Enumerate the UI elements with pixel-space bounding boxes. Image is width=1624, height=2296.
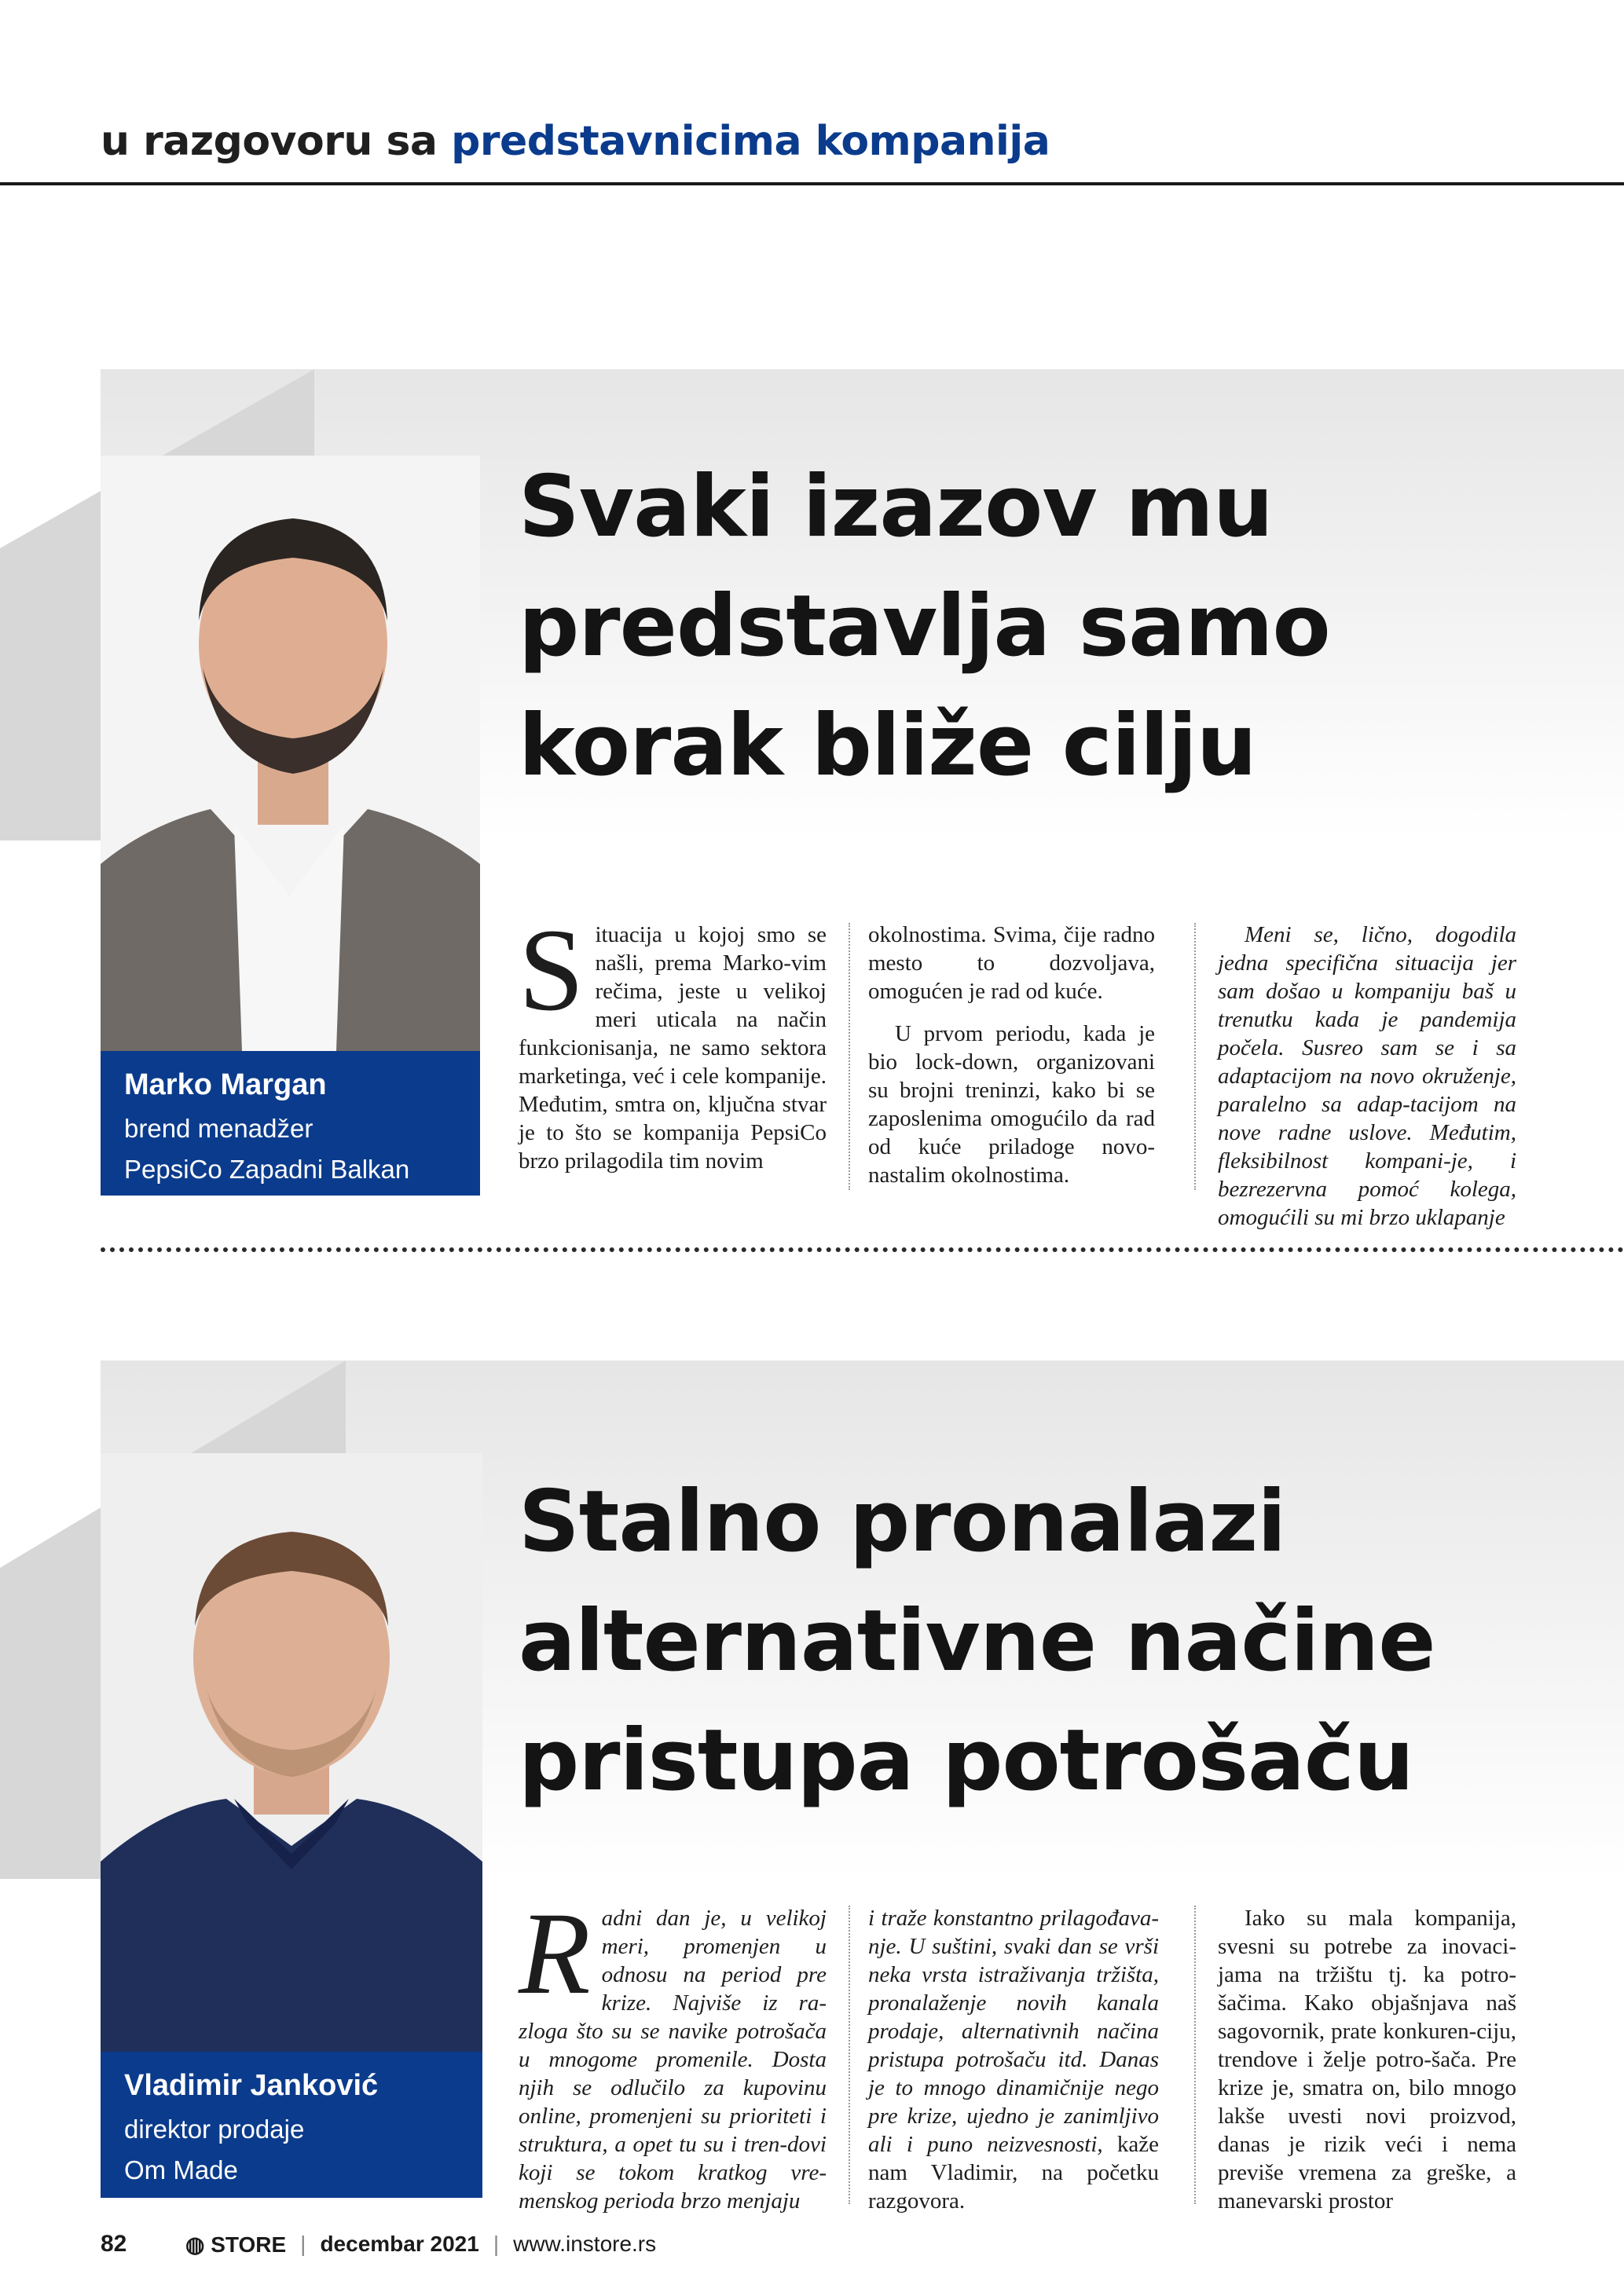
section-header xyxy=(101,118,1050,165)
drop-cap: R xyxy=(519,1888,591,2019)
article-column-2 xyxy=(868,1904,1159,2215)
portrait-marko-margan xyxy=(101,456,480,1051)
person-caption-1 xyxy=(101,1051,480,1196)
article-column-1 xyxy=(519,905,827,1175)
column-text: adni dan je, u velikoj meri, promenjen u odnosu na period pre krize. Najviše iz ra-zloga što su se navike potrošača u mnogome promenile. Dosta njih se odlučilo za kupovinu online, promenjeni su prioriteti i struktura, a opet tu su i tren-dovi koji se tokom kratkog vre-menskog perioda brzo menjaju xyxy=(519,1906,827,2214)
person-company: Om Made xyxy=(124,2155,238,2184)
column-divider xyxy=(1194,1906,1196,2204)
column-text: ituacija u kojoj smo se našli, prema Marko-vim rečima, jeste u velikoj meri uticala na način funkcionisanja, ne samo sektora marketinga, već i cele kompanije. Međutim, smtra on, ključna stvar je to što se kompanija PepsiCo brzo prilagodila tim novim xyxy=(519,922,827,1174)
person-role: direktor prodaje xyxy=(124,2115,305,2144)
column-divider xyxy=(1194,923,1196,1190)
column-divider xyxy=(849,923,850,1190)
column-paragraph: okolnostima. Svima, čije radno mesto to dozvoljava, omogućen je rad od kuće. xyxy=(868,922,1155,1004)
person-name: Vladimir Janković xyxy=(124,2069,379,2102)
headline-line: Svaki izazov mu xyxy=(519,458,1273,556)
header-divider xyxy=(0,182,1624,185)
column-text: Meni se, lično, dogodila jedna specifična situacija jer sam došao u kompaniju baš u trenutku kada je pandemija počela. Susreo sam se i sa adaptacijom na novo okruženje, paralelno sa adap-tacijom na nove radne uslove. Međutim, fleksibilnost kompani-je, i bezrezervna pomoć kolega, omogućili su mi brzo uklapanje xyxy=(1218,922,1516,1230)
issue-date: decembar 2021 xyxy=(320,2232,479,2256)
column-text-plain: kaže nam Vladimir, na početku razgovora. xyxy=(868,2132,1159,2214)
article-column-2 xyxy=(868,921,1155,1189)
article-separator xyxy=(101,1247,1624,1252)
footer-separator: | xyxy=(493,2232,500,2256)
person-role: brend menadžer xyxy=(124,1114,313,1143)
column-text-italic: i traže konstantno prilagođava-nje. U suštini, svaki dan se vrši neka vrsta istraživanja tržišta, pronalaženje novih kanala prodaje, alternativnih načina pristupa potrošaču itd. Danas je to mnogo dinamičnije nego pre krize, ujedno je zanimljivo ali i puno neizvesnosti, xyxy=(868,1906,1159,2157)
article-column-3 xyxy=(1218,1904,1516,2215)
headline-line: alternativne načine xyxy=(519,1592,1435,1690)
headline-line: korak bliže cilju xyxy=(519,697,1256,795)
page-number: 82 xyxy=(101,2231,127,2257)
column-text: Iako su mala kompanija, svesni su potrebe za inovaci-jama na tržištu tj. ka potro-šačima. Kako objašnjava naš sagovornik, prate konkuren-ciju, trendove i želje potro-šača. Pre krize je, smatra on, bilo mnogo lakše uvesti novi proizvod, danas je rizik veći i nema previše vremena za greške, a manevarski prostor xyxy=(1218,1906,1516,2214)
column-paragraph: U prvom periodu, kada je bio lock-down, organizovani su brojni treninzi, kako bi se zaposlenima omogućilo da rad od kuće priladoge novo-nastalim okolnostima. xyxy=(868,1021,1155,1188)
footer-separator: | xyxy=(300,2232,306,2256)
article-headline-2 xyxy=(519,1463,1435,1821)
person-company: PepsiCo Zapadni Balkan xyxy=(124,1155,410,1184)
headline-line: Stalno pronalazi xyxy=(519,1473,1286,1571)
section-header-part2: predstavnicima kompanija xyxy=(451,118,1050,165)
drop-cap: S xyxy=(519,905,585,1035)
article-column-3 xyxy=(1218,921,1516,1232)
article-headline-1 xyxy=(519,448,1330,806)
logo-mark-icon: ◍ xyxy=(185,2232,205,2257)
logo-text: STORE xyxy=(211,2232,287,2257)
article-column-1 xyxy=(519,1888,827,2215)
column-divider xyxy=(849,1906,850,2204)
person-name: Marko Margan xyxy=(124,1068,327,1101)
headline-line: predstavlja samo xyxy=(519,577,1330,676)
headline-line: pristupa potrošaču xyxy=(519,1712,1413,1810)
portrait-vladimir-jankovic xyxy=(101,1453,482,2052)
person-caption-2 xyxy=(101,2052,482,2198)
magazine-logo xyxy=(185,2232,286,2258)
page-footer xyxy=(101,2231,656,2258)
section-header-part1: u razgovoru sa xyxy=(101,118,438,165)
website-link[interactable]: www.instore.rs xyxy=(513,2232,657,2256)
